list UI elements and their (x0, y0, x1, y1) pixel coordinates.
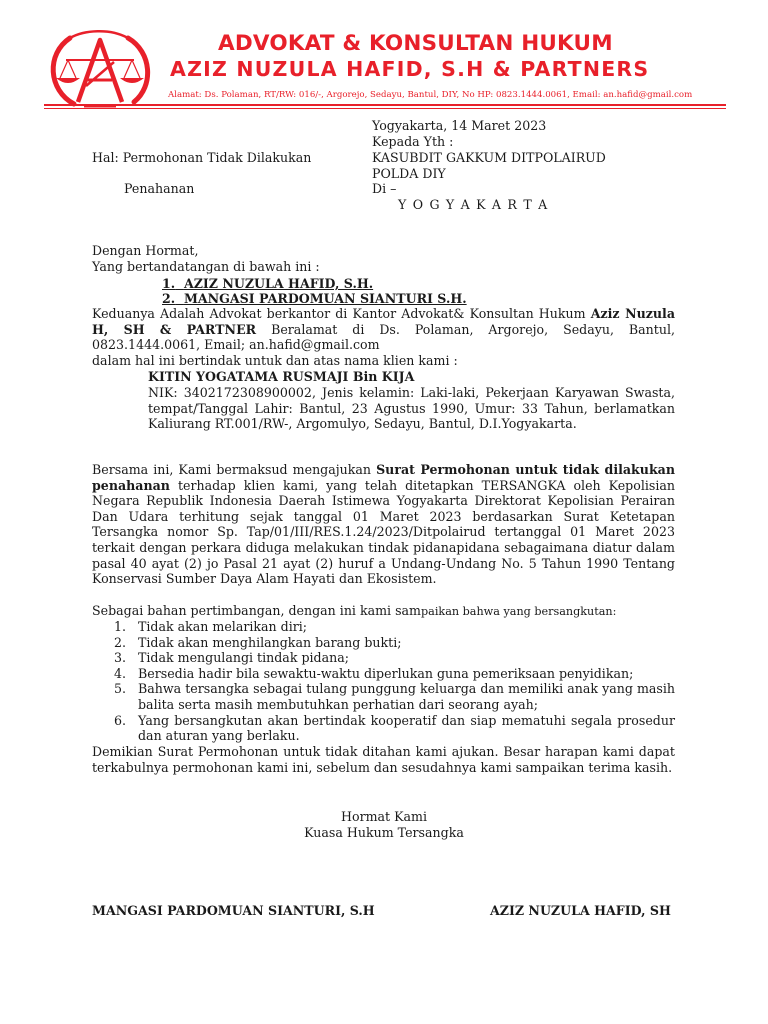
signer-2-name: MANGASI PARDOMUAN SIANTURI S.H. (183, 291, 467, 306)
letterhead-divider (44, 104, 726, 106)
request-paragraph (92, 462, 675, 587)
signatory-role-text: Kuasa Hukum Tersangka (304, 825, 464, 840)
signer-2 (162, 291, 467, 307)
firm-logo (44, 26, 158, 112)
firm-address: Alamat: Ds. Polaman, RT/RW: 016/-, Argorejo, Sedayu, Bantul, DIY, No HP: 0823.1444.0061, Email: an.hafid@gmail.com (168, 90, 693, 100)
consideration-line (92, 603, 616, 620)
request-bold-phrase: Surat Permohonan untuk tidak dilakukan penahanan (92, 462, 675, 493)
keduanya-firm-name: Aziz Nuzula H, SH & PARTNER (92, 306, 675, 337)
consideration-text-b: paikan bahwa yang bersangkutan: (421, 605, 617, 618)
letterhead-divider-thin (44, 108, 726, 109)
signer-1-num: 1. (162, 276, 176, 291)
client-name: KITIN YOGATAMA RUSMAJI Bin KIJA (148, 369, 415, 384)
request-text-b: terhadap klien kami, yang telah ditetapkan TERSANGKA oleh Kepolisian Negara Republik Indonesia Daerah Istimewa Yogyakarta Direktorat Kepolisian Perairan Dan Udara terhitung sejak tanggal 01 Maret 2023 berdasarkan Surat Ketetapan Tersangka nomor Sp. Tap/01/III/RES.1.24/2023/Ditpolairud tertanggal 01 Maret 2023 terkait dengan perkara diduga melakukan tindak pidanapidana sebagaimana diatur dalam pasal 40 ayat (2) jo Pasal 21 ayat (2) huruf a Undang-Undang No. 5 Tahun 1990 Tentang Konservasi Sumber Daya Alam Hayati dan Ekosistem. (92, 477, 675, 587)
list-item: 2. Tidak akan menghilangkan barang bukti; (114, 634, 402, 650)
client-detail: NIK: 3402172308900002, Jenis kelamin: Laki-laki, Pekerjaan Karyawan Swasta, tempat/Tanggal Lahir: Bantul, 23 Agustus 1990, Umur: 33 Tahun, berlamatkan Kaliurang RT.001/RW-, Argomulyo, Sedayu, Bantul, D.I.Yogyakarta. (148, 385, 675, 432)
keduanya-paragraph (92, 306, 675, 353)
list-item: 4. Bersedia hadir bila sewaktu-waktu diperlukan guna pemeriksaan penyidikan; (114, 665, 634, 681)
firm-title-line1: ADVOKAT & KONSULTAN HUKUM (218, 31, 613, 56)
list-item: 3. Tidak mengulangi tindak pidana; (114, 650, 349, 666)
list-item: 1. Tidak akan melarikan diri; (114, 619, 308, 634)
place-date: Yogyakarta, 14 Maret 2023 (372, 118, 547, 133)
on-behalf-line: dalam hal ini bertindak untuk dan atas nama klien kami : (92, 353, 458, 368)
closing-paragraph: Demikian Surat Permohonan untuk tidak ditahan kami ajukan. Besar harapan kami dapat terkabulnya permohonan kami ini, sebelum dan sesudahnya kami sampaikan terima kasih. (92, 744, 675, 775)
recipient-line1: KASUBDIT GAKKUM DITPOLAIRUD (372, 150, 606, 165)
signatory-left-name: MANGASI PARDOMUAN SIANTURI, S.H (92, 903, 375, 918)
intro-line: Yang bertandatangan di bawah ini : (92, 259, 320, 274)
list-item: 5. Bahwa tersangka sebagai tulang punggung keluarga dan memiliki anak yang masih balita serta masih membutuhkan perhatian dari seorang ayah; (114, 681, 675, 712)
signatory-right-name: AZIZ NUZULA HAFID, SH (490, 903, 671, 918)
subject-line1: Hal: Permohonan Tidak Dilakukan (92, 150, 312, 165)
list-item: 6. Yang bersangkutan akan bertindak kooperatif dan siap mematuhi segala prosedur dan aturan yang berlaku. (114, 712, 675, 744)
signer-1-name: AZIZ NUZULA HAFID, S.H. (183, 276, 374, 291)
firm-title-line2: AZIZ NUZULA HAFID, S.H & PARTNERS (170, 57, 650, 81)
subject-line2: Penahanan (124, 181, 195, 196)
consideration-points (114, 619, 675, 744)
greeting: Dengan Hormat, (92, 243, 199, 258)
regards-text: Hormat Kami (341, 809, 427, 824)
request-text-a: Bersama ini, Kami bermaksud mengajukan (92, 462, 377, 477)
kepada-label: Kepada Yth : (372, 134, 454, 149)
signer-2-num: 2. (162, 291, 176, 306)
scales-of-justice-logo-icon (44, 26, 158, 112)
keduanya-text-a: Keduanya Adalah Advokat berkantor di Kantor Advokat& Konsultan Hukum (92, 306, 591, 321)
signer-1 (162, 276, 373, 292)
signatory-role (0, 825, 768, 841)
consideration-text-a: Sebagai bahan pertimbangan, dengan ini kami sam (92, 603, 421, 618)
keduanya-text-b: Beralamat di Ds. Polaman, Argorejo, Sedayu, Bantul, 0823.1444.0061, Email; an.hafid@gmail.com (92, 321, 675, 353)
di-label: Di – (372, 181, 397, 196)
recipient-city: Y O G Y A K A R T A (398, 197, 549, 212)
regards (0, 809, 768, 825)
recipient-line2: POLDA DIY (372, 166, 446, 181)
